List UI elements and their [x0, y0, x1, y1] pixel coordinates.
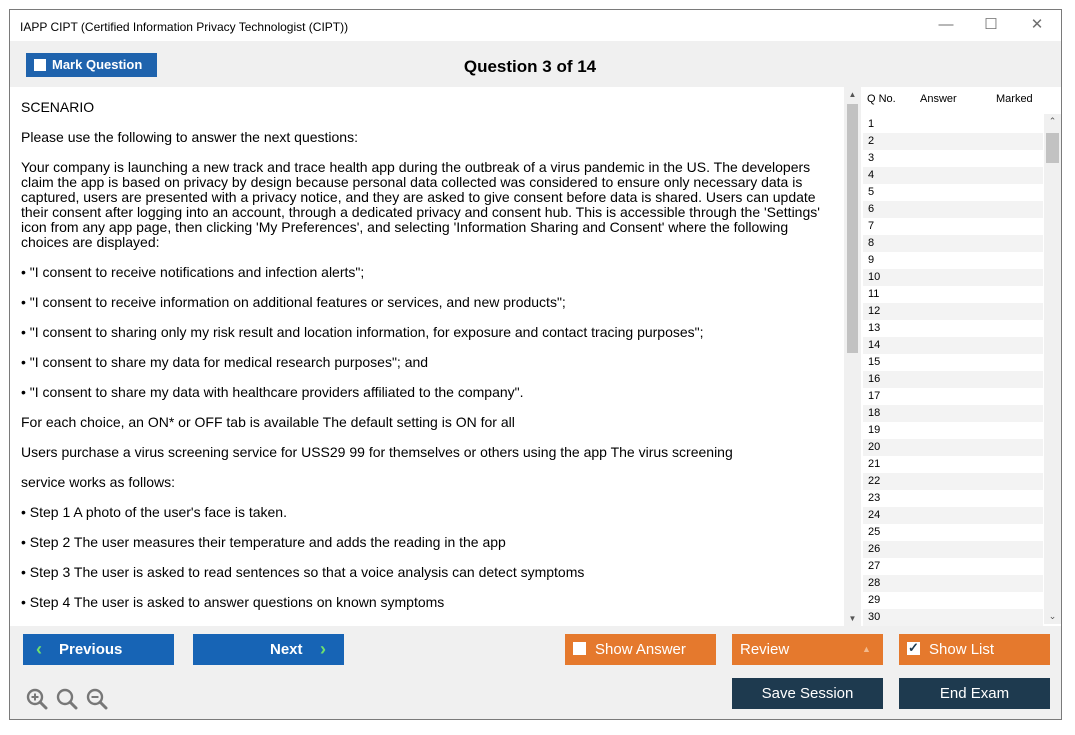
list-item[interactable]: [863, 575, 1043, 592]
question-header: [10, 41, 1061, 87]
show-answer-button[interactable]: [565, 634, 716, 665]
list-item[interactable]: [863, 116, 1043, 133]
list-item[interactable]: [863, 490, 1043, 507]
list-item[interactable]: [863, 592, 1043, 609]
save-session-button[interactable]: [732, 678, 883, 709]
next-label: Next: [270, 641, 303, 658]
question-list: [863, 116, 1043, 626]
zoom-in-icon[interactable]: [26, 688, 48, 710]
close-button[interactable]: ✕: [1030, 16, 1044, 33]
show-answer-checkbox[interactable]: [573, 642, 586, 655]
end-exam-label: End Exam: [939, 685, 1010, 702]
question-paragraph: • Step 2 The user measures their temperature and adds the reading in the app: [21, 534, 506, 550]
list-item-number: 29: [868, 594, 881, 606]
question-scrollbar[interactable]: [844, 87, 861, 626]
question-paragraph: • "I consent to receive information on additional features or services, and new products";: [21, 294, 566, 310]
list-item[interactable]: [863, 473, 1043, 490]
list-item-number: 2: [868, 135, 875, 147]
list-item[interactable]: [863, 524, 1043, 541]
list-item[interactable]: [863, 269, 1043, 286]
list-item[interactable]: [863, 371, 1043, 388]
question-paragraph: Users purchase a virus screening service for USS29 99 for themselves or others using the app The virus screening: [21, 444, 733, 460]
list-item[interactable]: [863, 439, 1043, 456]
list-item-number: 30: [868, 611, 881, 623]
list-item-number: 9: [868, 254, 875, 266]
list-item-number: 8: [868, 237, 875, 249]
list-item[interactable]: [863, 541, 1043, 558]
question-paragraph: Your company is launching a new track and trace health app during the outbreak of a virus pandemic in the US. The developers claim the app is based on privacy by design because personal data collected was considered to ensure only necessary data is captured, users are presented with a privacy notice, and they are asked to give consent before data is shared. Users can update their consent after logging into an account, through a dedicated privacy and consent hub. This is accessible through the 'Settings' icon from any app page, then clicking 'My Preferences', and selecting 'Information Sharing and Consent' where the following choices are displayed:: [21, 159, 820, 250]
col-marked: Marked: [996, 93, 1033, 105]
list-item[interactable]: [863, 133, 1043, 150]
list-scroll-up-icon[interactable]: ⌃: [1048, 116, 1057, 126]
list-item[interactable]: [863, 558, 1043, 575]
list-item-number: 25: [868, 526, 881, 538]
question-text: [21, 100, 826, 625]
app-window: [9, 9, 1062, 720]
list-item-number: 11: [868, 288, 880, 300]
list-item[interactable]: [863, 201, 1043, 218]
list-item[interactable]: [863, 320, 1043, 337]
show-list-checkbox[interactable]: [907, 642, 920, 655]
review-label: Review: [740, 641, 790, 658]
window-title: IAPP CIPT (Certified Information Privacy Technologist (CIPT)): [20, 20, 349, 34]
end-exam-button[interactable]: [899, 678, 1050, 709]
checkmark-icon: ✓: [908, 640, 919, 655]
list-item-number: 12: [868, 305, 881, 317]
minimize-button[interactable]: —: [938, 16, 954, 33]
list-item[interactable]: [863, 354, 1043, 371]
question-list-panel: [861, 87, 1061, 626]
list-item-number: 5: [868, 186, 875, 198]
question-paragraph: SCENARIO: [21, 99, 95, 115]
mark-question-label: Mark Question: [52, 57, 143, 72]
zoom-reset-icon[interactable]: [56, 688, 78, 710]
show-answer-label: Show Answer: [595, 641, 686, 658]
list-scrollbar[interactable]: [1044, 114, 1061, 624]
list-item-number: 26: [868, 543, 881, 555]
list-item-number: 6: [868, 203, 875, 215]
list-item-number: 13: [868, 322, 881, 334]
review-dropdown[interactable]: [732, 634, 883, 665]
scrollbar-thumb[interactable]: [847, 104, 858, 353]
question-paragraph: service works as follows:: [21, 474, 176, 490]
list-item[interactable]: [863, 303, 1043, 320]
question-paragraph: • Step 1 A photo of the user's face is taken.: [21, 504, 287, 520]
list-item[interactable]: [863, 150, 1043, 167]
list-item[interactable]: [863, 252, 1043, 269]
list-item[interactable]: [863, 456, 1043, 473]
list-item-number: 14: [868, 339, 881, 351]
list-item-number: 18: [868, 407, 881, 419]
question-counter: Question 3 of 14: [463, 57, 597, 76]
list-scroll-down-icon[interactable]: ⌄: [1048, 611, 1057, 621]
list-item-number: 16: [868, 373, 881, 385]
previous-button[interactable]: [23, 634, 174, 665]
list-item[interactable]: [863, 405, 1043, 422]
list-item[interactable]: [863, 218, 1043, 235]
list-item[interactable]: [863, 184, 1043, 201]
question-paragraph: • "I consent to receive notifications and infection alerts";: [21, 264, 365, 280]
list-item-number: 27: [868, 560, 881, 572]
list-item-number: 15: [868, 356, 881, 368]
list-item[interactable]: [863, 235, 1043, 252]
list-item-number: 7: [868, 220, 875, 232]
show-list-button[interactable]: [899, 634, 1050, 665]
list-item-number: 24: [868, 509, 881, 521]
list-header: [861, 87, 1061, 109]
list-item-number: 23: [868, 492, 881, 504]
list-item[interactable]: [863, 422, 1043, 439]
question-paragraph: • Step 4 The user is asked to answer questions on known symptoms: [21, 594, 445, 610]
question-paragraph: • "I consent to share my data for medical research purposes"; and: [21, 354, 429, 370]
list-item[interactable]: [863, 609, 1043, 626]
list-item[interactable]: [863, 337, 1043, 354]
list-item-number: 1: [868, 118, 875, 130]
list-item-number: 20: [868, 441, 881, 453]
question-paragraph: Please use the following to answer the next questions:: [21, 129, 358, 145]
title-bar: [10, 10, 1061, 41]
scroll-down-icon[interactable]: ▼: [848, 614, 857, 623]
list-item[interactable]: [863, 388, 1043, 405]
col-answer: Answer: [920, 93, 957, 105]
question-paragraph: • "I consent to share my data with healthcare providers affiliated to the company".: [21, 384, 524, 400]
next-button[interactable]: [193, 634, 344, 665]
list-item[interactable]: [863, 167, 1043, 184]
list-item[interactable]: [863, 286, 1043, 303]
question-paragraph: • Step 3 The user is asked to read sentences so that a voice analysis can detect symptoms: [21, 564, 585, 580]
maximize-button[interactable]: ☐: [984, 16, 998, 33]
question-content[interactable]: [10, 87, 844, 626]
list-item-number: 21: [868, 458, 881, 470]
zoom-out-icon[interactable]: [86, 688, 108, 710]
chevron-left-icon: ‹: [36, 639, 42, 659]
save-session-label: Save Session: [761, 685, 854, 702]
show-list-label: Show List: [929, 641, 995, 658]
list-item-number: 22: [868, 475, 881, 487]
list-item-number: 28: [868, 577, 881, 589]
list-item-number: 17: [868, 390, 881, 402]
list-item-number: 10: [868, 271, 881, 283]
question-paragraph: For each choice, an ON* or OFF tab is available The default setting is ON for all: [21, 414, 515, 430]
list-item[interactable]: [863, 507, 1043, 524]
dropdown-arrow-icon: ▲: [862, 644, 871, 654]
list-item-number: 3: [868, 152, 875, 164]
col-qno: Q No.: [867, 93, 896, 105]
list-item-number: 19: [868, 424, 881, 436]
chevron-right-icon: ›: [320, 639, 326, 659]
scroll-up-icon[interactable]: ▲: [848, 90, 857, 99]
previous-label: Previous: [59, 641, 123, 658]
question-paragraph: • "I consent to sharing only my risk result and location information, for exposure and contact tracing purposes";: [21, 324, 704, 340]
list-item-number: 4: [868, 169, 875, 181]
list-scrollbar-thumb[interactable]: [1046, 133, 1059, 163]
